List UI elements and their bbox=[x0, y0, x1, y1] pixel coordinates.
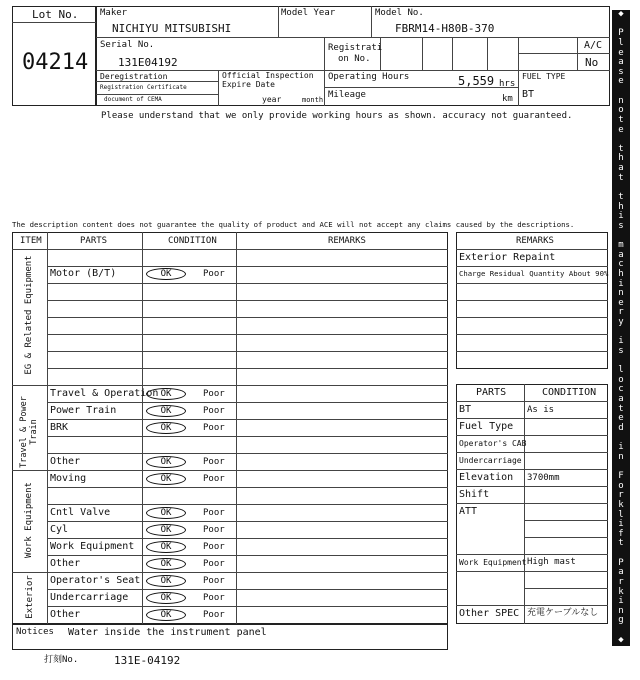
poor-label: Poor bbox=[203, 542, 225, 552]
part-travel-other: Other bbox=[50, 456, 81, 467]
sidebar-glyph: a bbox=[618, 249, 624, 260]
sidebar-glyph: e bbox=[618, 297, 624, 308]
ok-marker: OK bbox=[146, 388, 186, 400]
part-travel-operation: Travel & Operation bbox=[50, 388, 159, 399]
sidebar-glyph: r bbox=[618, 307, 624, 318]
part-undercarriage: Undercarriage bbox=[50, 592, 129, 603]
parts-row-label: Fuel Type bbox=[459, 421, 514, 432]
hours-note: Please understand that we only provide working hours as shown. accuracy not guaranteed. bbox=[101, 111, 573, 121]
poor-label: Poor bbox=[203, 406, 225, 416]
parts-row-label: Undercarriage bbox=[459, 456, 522, 465]
poor-label: Poor bbox=[203, 559, 225, 569]
section-eg-related: EG & Related Equipment bbox=[24, 255, 34, 375]
poor-label: Poor bbox=[203, 389, 225, 399]
registration-certificate-label: Registration Certificate bbox=[100, 84, 187, 91]
part-brk: BRK bbox=[50, 422, 69, 433]
part-moving: Moving bbox=[50, 473, 87, 484]
section-work-equipment: Work Equipment bbox=[24, 482, 34, 558]
sidebar-glyph: o bbox=[618, 105, 624, 116]
sidebar-glyph: ◆ bbox=[618, 9, 624, 19]
parts-row-label: ATT bbox=[459, 506, 478, 517]
month-label: month bbox=[302, 96, 324, 104]
sidebar-glyph: a bbox=[618, 57, 624, 68]
parts-row-label: BT bbox=[459, 404, 472, 415]
ok-marker: OK bbox=[146, 405, 186, 417]
section-exterior: Exterior bbox=[25, 575, 35, 619]
model-no-label: Model No. bbox=[375, 8, 424, 18]
ok-marker: OK bbox=[146, 592, 186, 604]
registration-label-2: on No. bbox=[338, 54, 371, 64]
col-item: ITEM bbox=[20, 236, 42, 246]
ok-marker: OK bbox=[146, 524, 186, 536]
ok-marker: OK bbox=[146, 422, 186, 434]
sidebar-glyph: a bbox=[618, 394, 624, 404]
sidebar-glyph: t bbox=[618, 143, 624, 154]
sidebar-glyph: g bbox=[618, 615, 624, 626]
deregistration-label: Deregistration bbox=[100, 72, 168, 81]
lot-number: 04214 bbox=[22, 50, 89, 75]
registration-label-1: Registrati bbox=[328, 43, 383, 53]
notices-label: Notices bbox=[16, 627, 54, 637]
sidebar-glyph: i bbox=[618, 596, 624, 607]
notices-value: Water inside the instrument panel bbox=[68, 627, 267, 638]
parts-row-label: Other SPEC bbox=[459, 608, 520, 619]
sidebar-glyph: e bbox=[618, 413, 624, 424]
parts-col-parts: PARTS bbox=[476, 387, 507, 398]
sidebar-glyph: n bbox=[618, 288, 624, 299]
stamp-value: 131E-04192 bbox=[114, 654, 181, 667]
location-sidebar bbox=[612, 10, 630, 646]
cema-label: document of CEMA bbox=[104, 96, 162, 103]
ok-marker: OK bbox=[146, 456, 186, 468]
part-work-equipment: Work Equipment bbox=[50, 541, 135, 552]
sidebar-glyph: h bbox=[618, 268, 624, 279]
fuel-type-label: FUEL TYPE bbox=[522, 72, 566, 81]
sidebar-glyph: ◆ bbox=[618, 634, 624, 645]
parts-col-condition: CONDITION bbox=[542, 387, 597, 398]
km-label: km bbox=[502, 94, 513, 104]
fuel-type-value: BT bbox=[522, 89, 535, 100]
serial-value: 131E04192 bbox=[118, 56, 178, 69]
parts-row-value: As is bbox=[527, 405, 555, 415]
ok-marker: OK bbox=[146, 507, 186, 519]
sidebar-glyph: i bbox=[618, 211, 624, 222]
col-condition: CONDITION bbox=[168, 236, 217, 246]
sidebar-glyph: t bbox=[618, 114, 624, 125]
sidebar-glyph: h bbox=[618, 201, 624, 212]
sidebar-glyph: o bbox=[618, 480, 624, 491]
ac-value: No bbox=[585, 56, 599, 69]
sidebar-glyph: t bbox=[618, 191, 624, 202]
sidebar-glyph: n bbox=[618, 605, 624, 616]
sidebar-glyph: a bbox=[618, 163, 624, 173]
col-parts: PARTS bbox=[80, 236, 108, 246]
sidebar-glyph: k bbox=[618, 499, 624, 510]
sidebar-glyph: s bbox=[618, 345, 624, 356]
sidebar-glyph: e bbox=[618, 76, 624, 87]
remarks-line-2: Charge Residual Quantity About 90% bbox=[459, 269, 609, 278]
inspection-label-2: Expire Date bbox=[222, 80, 275, 89]
sidebar-glyph: t bbox=[618, 403, 624, 414]
parts-row-label: Shift bbox=[459, 489, 490, 500]
operating-hours-value: 5,559 bbox=[458, 74, 495, 88]
ok-marker: OK bbox=[146, 609, 186, 621]
poor-label: Poor bbox=[203, 457, 225, 467]
sidebar-glyph: s bbox=[618, 66, 624, 77]
sidebar-glyph: F bbox=[618, 471, 624, 481]
sidebar-glyph: P bbox=[618, 28, 624, 39]
poor-label: Poor bbox=[203, 576, 225, 586]
parts-row-label: Operator's CAB bbox=[459, 439, 527, 448]
part-exterior-other: Other bbox=[50, 609, 81, 620]
ok-marker: OK bbox=[146, 575, 186, 587]
remarks-header: REMARKS bbox=[516, 236, 554, 246]
sidebar-glyph: f bbox=[618, 528, 624, 539]
maker-value: NICHIYU MITSUBISHI bbox=[112, 22, 232, 35]
poor-label: Poor bbox=[203, 593, 225, 603]
sidebar-glyph: t bbox=[618, 538, 624, 549]
part-power-train: Power Train bbox=[50, 405, 117, 416]
year-label: year bbox=[262, 95, 282, 104]
sidebar-glyph: o bbox=[618, 374, 624, 385]
sidebar-glyph: l bbox=[618, 365, 624, 376]
stamp-label: 打刻No. bbox=[44, 655, 79, 665]
sidebar-glyph: d bbox=[618, 422, 624, 433]
sidebar-glyph: l bbox=[618, 37, 624, 48]
model-no-value: FBRM14-H80B-370 bbox=[395, 22, 495, 35]
col-remarks: REMARKS bbox=[328, 236, 366, 246]
ok-marker: OK bbox=[146, 473, 186, 485]
model-year-label: Model Year bbox=[281, 8, 336, 18]
sidebar-glyph: y bbox=[618, 317, 624, 327]
parts-row-value: 3700mm bbox=[527, 473, 560, 483]
sidebar-glyph: n bbox=[618, 451, 624, 462]
sidebar-glyph: r bbox=[618, 576, 624, 587]
sidebar-glyph: s bbox=[618, 220, 624, 231]
part-operators-seat: Operator's Seat bbox=[50, 575, 141, 586]
sidebar-glyph: r bbox=[618, 490, 624, 501]
part-work-other: Other bbox=[50, 558, 81, 569]
serial-label: Serial No. bbox=[100, 40, 155, 50]
sidebar-glyph: i bbox=[618, 336, 624, 347]
sidebar-glyph: h bbox=[618, 153, 624, 164]
ok-marker: OK bbox=[146, 558, 186, 570]
part-motor: Motor (B/T) bbox=[50, 268, 117, 279]
sidebar-glyph: c bbox=[618, 259, 624, 270]
inspection-label-1: Official Inspection bbox=[222, 71, 314, 80]
sidebar-glyph: P bbox=[618, 557, 624, 568]
section-travel-power: Travel & Power Train bbox=[19, 396, 39, 468]
lot-label: Lot No. bbox=[32, 8, 79, 21]
poor-label: Poor bbox=[203, 508, 225, 518]
parts-row-value: 充電ケーブルなし bbox=[527, 608, 599, 618]
mileage-label: Mileage bbox=[328, 90, 366, 100]
sidebar-glyph: e bbox=[618, 124, 624, 135]
ok-marker: OK bbox=[146, 541, 186, 553]
hrs-label: hrs bbox=[499, 79, 516, 89]
sidebar-glyph: c bbox=[618, 384, 624, 395]
operating-hours-label: Operating Hours bbox=[328, 72, 410, 82]
ac-label: A/C bbox=[584, 40, 603, 51]
remarks-line-1: Exterior Repaint bbox=[459, 252, 556, 263]
poor-label: Poor bbox=[203, 525, 225, 535]
parts-row-label: Elevation bbox=[459, 472, 514, 483]
part-cntl-valve: Cntl Valve bbox=[50, 507, 111, 518]
poor-label: Poor bbox=[203, 474, 225, 484]
sidebar-glyph: k bbox=[618, 586, 624, 597]
parts-row-label: Work Equipment bbox=[459, 558, 527, 567]
poor-label: Poor bbox=[203, 423, 225, 433]
sidebar-glyph: t bbox=[618, 172, 624, 183]
sidebar-glyph: i bbox=[618, 442, 624, 453]
sidebar-glyph: i bbox=[618, 278, 624, 289]
sidebar-glyph: e bbox=[618, 47, 624, 58]
poor-label: Poor bbox=[203, 610, 225, 620]
disclaimer: The description content does not guarantee the quality of product and ACE will not accept any claims caused by the descriptions. bbox=[12, 220, 575, 229]
part-cyl: Cyl bbox=[50, 524, 69, 535]
sidebar-glyph: a bbox=[618, 567, 624, 578]
sidebar-glyph: l bbox=[618, 509, 624, 520]
sidebar-glyph: m bbox=[618, 240, 624, 250]
poor-label: Poor bbox=[203, 269, 225, 279]
sidebar-glyph: n bbox=[618, 95, 624, 106]
maker-label: Maker bbox=[100, 8, 128, 18]
sidebar-glyph: i bbox=[618, 519, 624, 530]
ok-marker: OK bbox=[146, 268, 186, 280]
parts-row-value: High mast bbox=[527, 557, 576, 567]
